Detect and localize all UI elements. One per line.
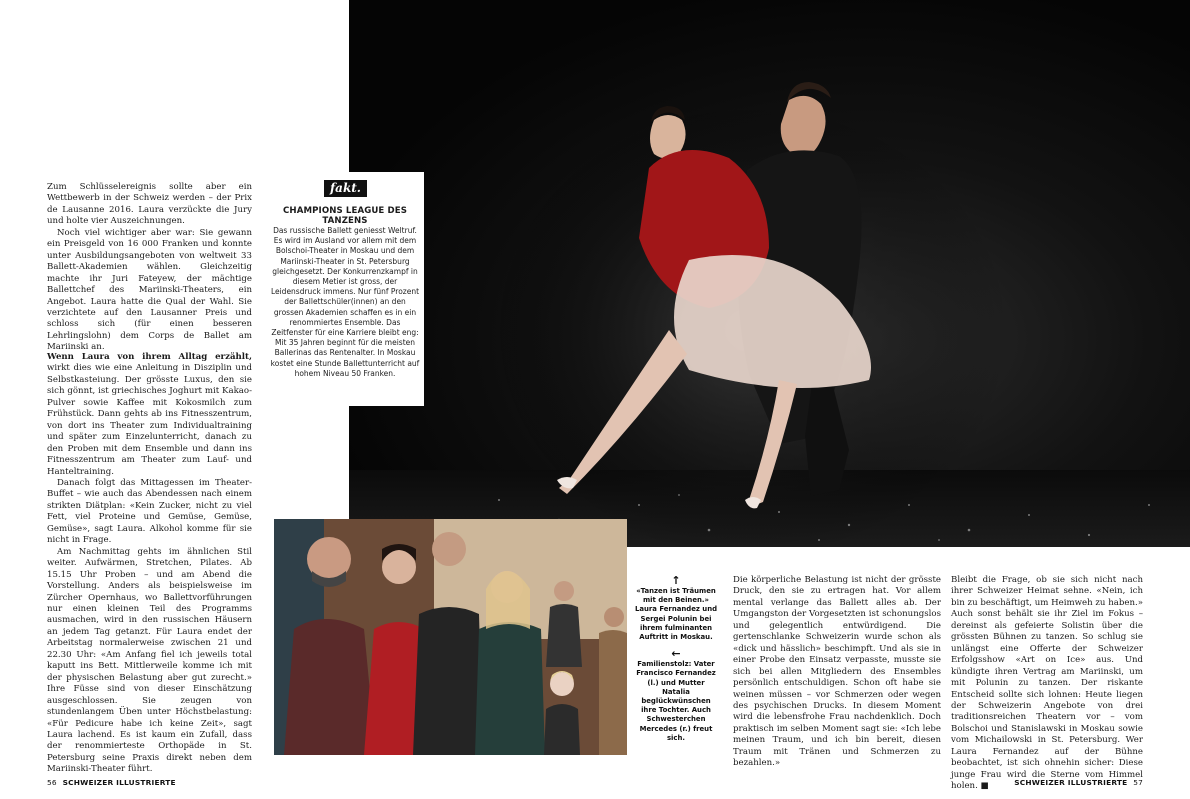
fact-box-body: Das russische Ballett geniesst Weltruf. Es wird im Ausland vor allem mit dem Bolschoi-Theater in Moskau und dem Mariinski-Theater in St. Petersburg gleichgesetzt. Der Konkurrenzkampf in diesem Metier ist gross, der Leidensdruck immens. Nur fünf Prozent der Ballettschüler(innen) an den grossen Akademien schaffen es in ein renommiertes Ensemble. Das Zeitfenster für eine Karriere bleibt eng: Mit 35 Jahren beginnt für die meisten Ballerinas das Rentenalter. In Moskau kostet eine Stunde Ballettunterricht auf hohem Niveau 50 Franken. [270,226,420,378]
fakt-logo: fakt. [324,180,367,197]
photo-captions [634,575,718,749]
paragraph-lead: Wenn Laura von ihrem Alltag erzählt, [47,352,252,362]
paragraph: Bleibt die Frage, ob sie sich nicht nach ihrer Schweizer Heimat sehne. «Nein, ich bin zu beschäftigt, um Heimweh zu haben.» Auch sonst behält sie ihr Ziel im Fokus – dereinst als gefeierte Solistin über die grössten Bühnen zu tanzen. So schlug sie unlängst eine Offerte der Schweizer Erfolgsshow «Art on Ice» aus. Und kündigte ihren Vertrag am Mariinski, um mit Polunin zu tanzen. Der riskante Entscheid sollte sich lohnen: Heute liegen der Schweizerin Angebote von drei traditionsreichen Theatern vor – vom Bolschoi und Stanislawski in Moskau sowie vom Michailowski in St. Petersburg. Wer Laura Fernandez auf der Bühne beobachtet, ist sich ohnehin sicher: Diese junge Frau wird die Sterne vom Himmel holen. ■ [951,575,1143,792]
paragraph: Wenn Laura von ihrem Alltag erzählt, wirkt dies wie eine Anleitung in Disziplin und Selbstkasteiung. Der grösste Luxus, den sie sich gönnt, ist griechisches Joghurt mit Kakao-Pulver sowie Kaffee mit Kokosmilch zum Frühstück. Dann gehts ab ins Fitnesszentrum, von dort ins Theater zum Individualtraining und später zum Einzelunterricht, danach zu den Proben mit dem Ensemble und dann ins Fitnesszentrum am Theater zum Lauf- und Hanteltraining. [47,352,252,477]
paragraph: Die körperliche Belastung ist nicht der grösste Druck, den sie zu ertragen hat. Vor allem mental verlange das Ballett alles ab. Der Umgangston der Vorgesetzten ist schonungslos und gelegentlich entwürdigend. Die gertenschlanke Schweizerin wurde schon als «dick und hässlich» beschimpft. Und als sie in einer Probe den Einsatz verpasste, musste sie sich bei allen Mitgliedern des Ensembles persönlich entschuldigen. Schon oft habe sie weinen müssen – vor Schmerzen oder wegen des psychischen Drucks. In diesem Moment wird die lebensfrohe Frau nachdenklich. Doch praktisch im selben Moment sagt sie: «Ich lebe meinen Traum, und ich bin bereit, diesen Traum mit Tränen und Schmerzen zu bezahlen.» [733,575,941,769]
article-column-left-bottom [47,352,252,776]
article-column-right [951,575,1143,793]
paragraph: Noch viel wichtiger aber war: Sie gewann ein Preisgeld von 16 000 Franken und konnte unter Ausbildungsangeboten von weltweit 33 Ballett-Akademien wählen. Gleichzeitig machte ihr Juri Fateyew, der mächtige Ballettchef des Mariinski-Theaters, ein Angebot. Laura hatte die Qual der Wahl. Sie verzichtete auf den Lausanner Preis und schloss sich (für einen besseren Lehrlingslohn) dem Corps de Ballet am Mariinski an. [47,227,252,353]
hero-dance-photo [349,0,1190,547]
caption-dance-photo: «Tanzen ist Träumen mit den Beinen.» Laura Fernandez und Sergei Polunin bei ihrem fulminanten Auftritt in Moskau. [634,587,718,642]
paragraph: Am Nachmittag gehts im ähnlichen Stil weiter. Aufwärmen, Stretchen, Pilates. Ab 15.15 Uhr Proben – und am Abend die Vorstellung. Anders als beispielsweise im Zürcher Opernhaus, wo Ballettvorführungen nur einen kleinen Teil des Programms ausmachen, wird in den russischen Häusern an jedem Tag getanzt. Für Laura endet der Arbeitstag normalerweise zwischen 21 und 22.30 Uhr: «Am Anfang fiel ich jeweils total kaputt ins Bett. Mittlerweile komme ich mit der physischen Belastung aber gut zurecht.» Ihre Füsse sind von dieser Einschätzung ausgeschlossen. Sie zeugen von stundenlangem Üben unter Höchstbelastung: «Für Pedicure habe ich keine Zeit», sagt Laura lachend. Es ist kaum ein Zufall, dass der renommierteste Orthopäde in St. Petersburg seine Praxis direkt neben dem Mariinski-Theater führt. [47,546,252,775]
paragraph: Danach folgt das Mittagessen im Theater-Buffet – wie auch das Abendessen nach einem strikten Diätplan: «Kein Zucker, nicht zu viel Fett, viel Proteine und Gemüse, Gemüse, Gemüse», sagt Laura. Alkohol komme für sie nicht in Frage. [47,477,252,546]
fact-box-title: CHAMPIONS LEAGUE DES TANZENS [283,206,407,226]
caption-family-photo: Familienstolz: Vater Francisco Fernandez (l.) und Mutter Natalia beglückwünschen ihre Tochter. Auch Schwesterchen Mercedes (r.) freut sich. [636,660,716,742]
family-illustration [274,519,627,755]
family-photo [274,519,627,755]
folio-left [47,778,176,787]
dance-illustration [349,0,1190,547]
article-column-left-top [47,182,252,354]
arrow-up-icon: ↑ [671,574,681,587]
magazine-name-right: SCHWEIZER ILLUSTRIERTE [1014,778,1128,787]
folio-right [1014,778,1143,787]
arrow-left-icon: ← [671,647,681,661]
article-column-middle [733,575,941,770]
fact-box [266,172,424,406]
magazine-name-left: SCHWEIZER ILLUSTRIERTE [62,778,176,787]
paragraph: Zum Schlüsselereignis sollte aber ein Wettbewerb in der Schweiz werden – der Prix de Lausanne 2016. Laura verzückte die Jury und holte vier Auszeichnungen. [47,182,252,227]
page-number-left: 56 [47,778,57,787]
page-number-right: 57 [1133,778,1143,787]
